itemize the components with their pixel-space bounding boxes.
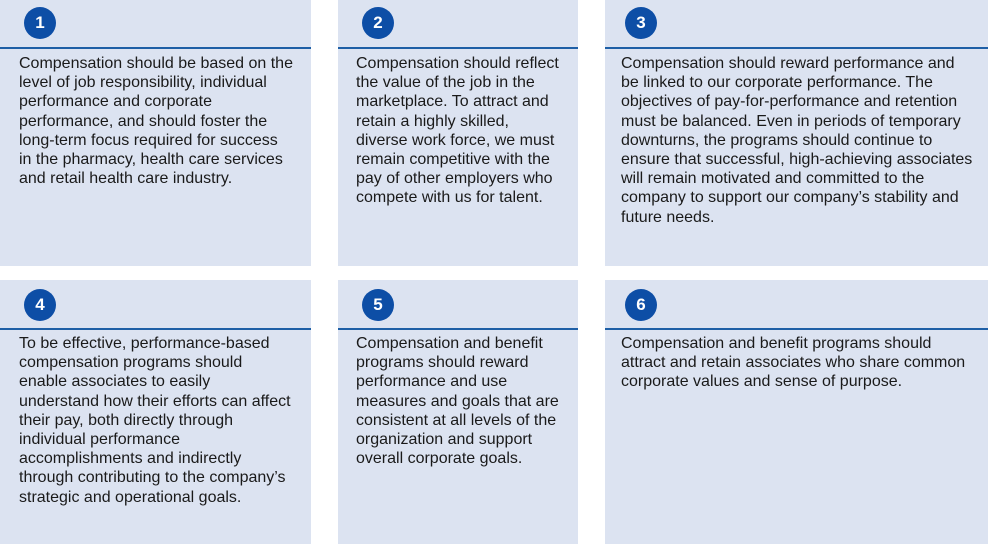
number-badge: 6 [625,289,657,321]
card-header-rule [605,280,988,330]
number-badge: 5 [362,289,394,321]
number-badge: 1 [24,7,56,39]
card-text: Compensation and benefit programs should attract and retain associates who share common corporate values and sense of purpose. [621,335,966,391]
card-header-rule [338,280,578,330]
number-badge: 4 [24,289,56,321]
card-header-rule [605,0,988,49]
principle-card-5 [338,280,578,544]
card-header-rule [0,280,311,330]
principle-card-1 [0,0,311,266]
card-header-rule [0,0,311,49]
principle-card-3 [605,0,988,266]
card-text: Compensation should be based on the level of job responsibility, individual performance and corporate performance, and should foster the long-term focus required for success in the pharmacy, health care services and retail health care industry. [19,55,293,188]
principle-card-2 [338,0,578,266]
card-text: Compensation should reward performance and be linked to our corporate performance. The objectives of pay-for-performance and retention must be balanced. Even in periods of temporary downturns, the programs should continue to ensure that successful, high-achieving associates will remain motivated and committed to the company to support our company’s stability and future needs. [621,55,973,226]
principle-card-4 [0,280,311,544]
card-header-rule [338,0,578,49]
principle-card-6 [605,280,988,544]
number-badge: 3 [625,7,657,39]
card-text: To be effective, performance-based compensation programs should enable associates to easily understand how their efforts can affect their pay, both directly through individual performance accomplishments and indirectly through contributing to the company’s strategic and operational goals. [19,335,291,506]
number-badge: 2 [362,7,394,39]
card-text: Compensation and benefit programs should reward performance and use measures and goals that are consistent at all levels of the organization and support overall corporate goals. [356,335,559,468]
card-text: Compensation should reflect the value of the job in the marketplace. To attract and retain a highly skilled, diverse work force, we must remain competitive with the pay of other employers who compete with us for talent. [356,55,559,207]
